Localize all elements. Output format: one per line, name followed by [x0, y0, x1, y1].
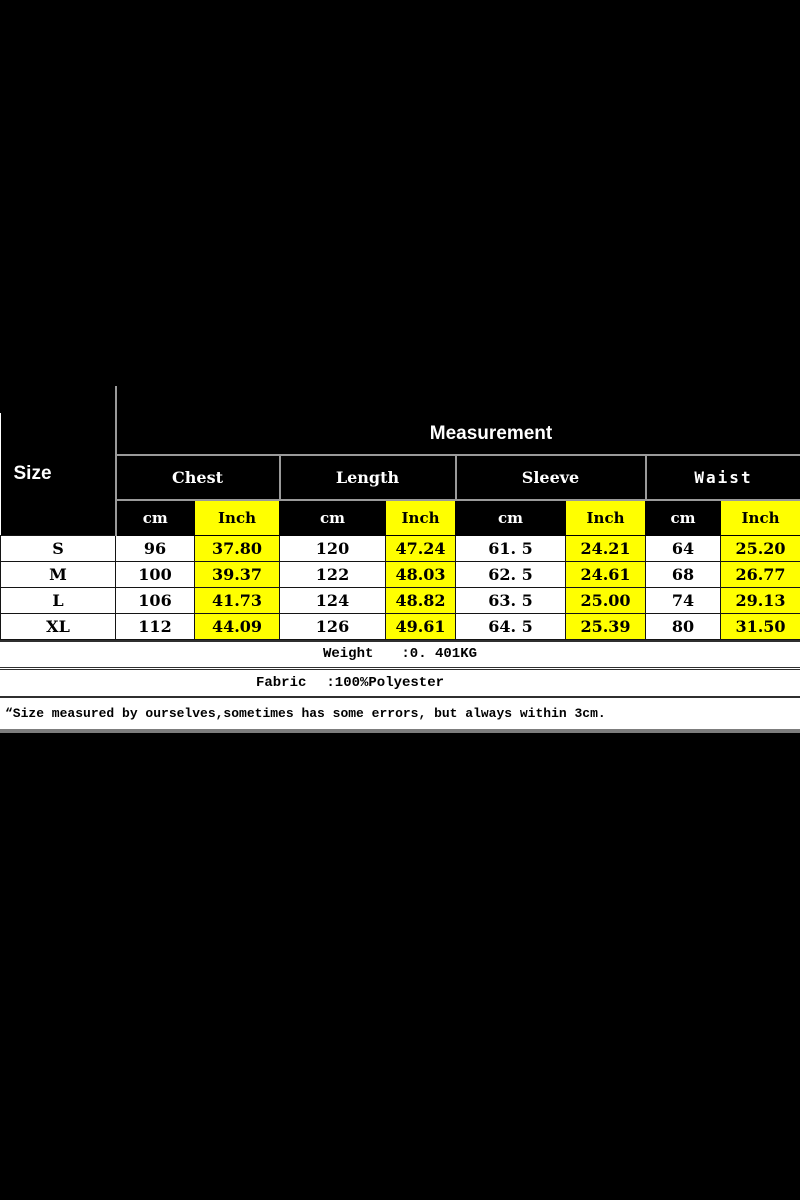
size-value: S — [1, 535, 116, 561]
group-header-sleeve: Sleeve — [456, 455, 646, 500]
chest-cm-cell: 100 — [116, 561, 195, 587]
length-inch-cell: 48.03 — [386, 561, 456, 587]
unit-cm-chest: cm — [116, 500, 195, 535]
weight-label: Weight — [322, 646, 374, 662]
length-inch-cell: 48.82 — [386, 587, 456, 613]
unit-cm-waist: cm — [646, 500, 721, 535]
waist-cm-cell: 74 — [646, 587, 721, 613]
size-value: M — [1, 561, 116, 587]
title-row — [1, 413, 800, 455]
table-row-s — [1, 535, 800, 561]
note-text: “Size measured by ourselves,sometimes has some errors, but always within 3cm. — [5, 705, 606, 721]
chest-inch-cell: 41.73 — [195, 587, 280, 613]
length-inch-cell: 47.24 — [386, 535, 456, 561]
unit-inch-chest: Inch — [195, 500, 280, 535]
length-cm-cell: 120 — [280, 535, 386, 561]
fabric-value: :100%Polyester — [326, 674, 445, 691]
chest-cm-cell: 106 — [116, 587, 195, 613]
unit-inch-sleeve: Inch — [566, 500, 646, 535]
waist-inch-cell: 31.50 — [721, 613, 800, 639]
waist-cm-cell: 64 — [646, 535, 721, 561]
sleeve-cm-cell: 63. 5 — [456, 587, 566, 613]
group-header-chest: Chest — [116, 455, 280, 500]
size-header-cell: Size — [1, 413, 116, 535]
measurement-header-cell: Measurement — [116, 413, 800, 455]
unit-inch-waist: Inch — [721, 500, 800, 535]
size-value: L — [1, 587, 116, 613]
size-chart-table — [0, 413, 800, 640]
weight-text — [323, 646, 477, 662]
sleeve-inch-cell: 25.00 — [566, 587, 646, 613]
unit-cm-sleeve: cm — [456, 500, 566, 535]
length-cm-cell: 126 — [280, 613, 386, 639]
sleeve-inch-cell: 25.39 — [566, 613, 646, 639]
unit-inch-length: Inch — [386, 500, 456, 535]
group-header-length: Length — [280, 455, 456, 500]
table-row-xl — [1, 613, 800, 639]
table-row-l — [1, 587, 800, 613]
length-cm-cell: 122 — [280, 561, 386, 587]
unit-cm-length: cm — [280, 500, 386, 535]
length-inch-cell: 49.61 — [386, 613, 456, 639]
waist-cm-cell: 68 — [646, 561, 721, 587]
chest-inch-cell: 39.37 — [195, 561, 280, 587]
size-value: XL — [1, 613, 116, 639]
unit-header-row — [1, 500, 800, 535]
chest-inch-cell: 44.09 — [195, 613, 280, 639]
weight-value: :0. 401KG — [401, 646, 478, 662]
fabric-text — [256, 675, 444, 691]
weight-row — [0, 640, 800, 670]
note-row — [0, 698, 800, 733]
length-cm-cell: 124 — [280, 587, 386, 613]
sleeve-inch-cell: 24.61 — [566, 561, 646, 587]
chest-inch-cell: 37.80 — [195, 535, 280, 561]
size-chart-sheet — [0, 413, 800, 733]
sleeve-inch-cell: 24.21 — [566, 535, 646, 561]
sleeve-cm-cell: 64. 5 — [456, 613, 566, 639]
chest-cm-cell: 112 — [116, 613, 195, 639]
chest-cm-cell: 96 — [116, 535, 195, 561]
waist-inch-cell: 26.77 — [721, 561, 800, 587]
waist-cm-cell: 80 — [646, 613, 721, 639]
fabric-label: Fabric — [255, 674, 307, 691]
sleeve-cm-cell: 61. 5 — [456, 535, 566, 561]
table-row-m — [1, 561, 800, 587]
group-header-waist: Waist — [646, 455, 800, 500]
divider-artifact-line — [115, 386, 117, 413]
group-header-row — [1, 455, 800, 500]
waist-inch-cell: 29.13 — [721, 587, 800, 613]
sleeve-cm-cell: 62. 5 — [456, 561, 566, 587]
fabric-row — [0, 670, 800, 698]
waist-inch-cell: 25.20 — [721, 535, 800, 561]
